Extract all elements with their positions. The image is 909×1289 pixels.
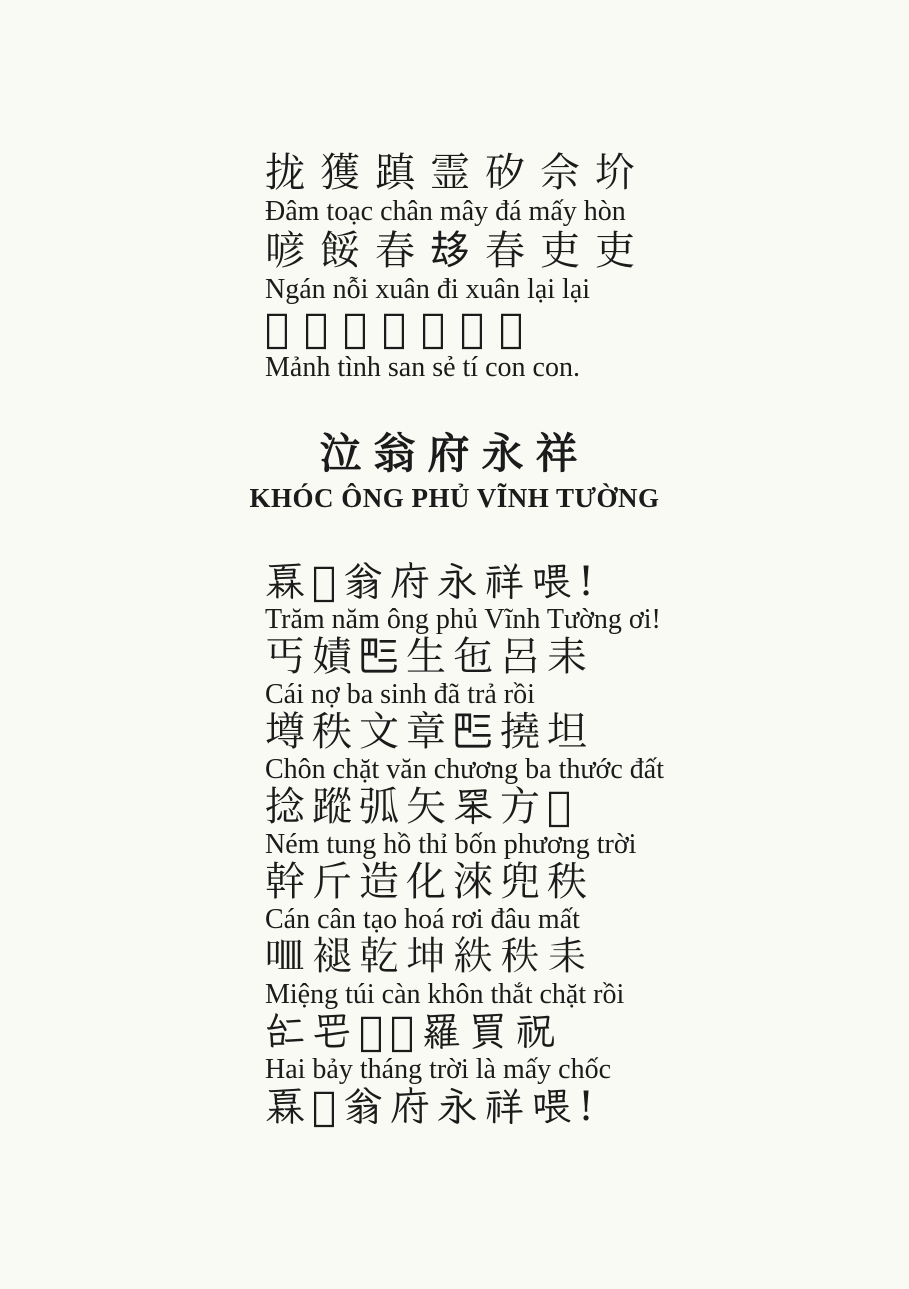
nom-line: 𤾓𢆥翁府永祥喂!	[265, 1084, 602, 1130]
viet-line: Chôn chặt văn chương ba thước đất	[265, 754, 664, 785]
couplet	[265, 633, 909, 708]
poem-title-nom: 泣翁府永祥	[319, 429, 590, 478]
couplet	[265, 1008, 909, 1083]
couplet	[265, 708, 909, 783]
viet-line: Hai bảy tháng trời là mấy chốc	[265, 1054, 612, 1085]
nom-line: 𠄩𦉱𣎃𡗶羅買祝	[265, 1009, 563, 1055]
nom-line: 𤾓𢆥翁府永祥喂!	[265, 559, 602, 605]
viet-line: Miệng túi càn khôn thắt chặt rồi	[265, 979, 625, 1010]
closing-line	[265, 1083, 909, 1158]
nom-line: 𤗖情刪扗𡮈𡥵𡥵	[265, 306, 539, 352]
viet-line: Ném tung hồ thỉ bốn phương trời	[265, 829, 637, 860]
viet-line: Cái nợ ba sinh đã trả rồi	[265, 679, 535, 710]
couplet	[265, 558, 909, 633]
poem-title-viet: KHÓC ÔNG PHỦ VĨNH TƯỜNG	[249, 483, 660, 513]
nom-line: 幹斤造化淶兜秩	[265, 859, 594, 905]
nom-line: 拢獲蹎霊矽佘圿	[265, 150, 650, 196]
viet-line: Trăm năm ông phủ Vĩnh Tường ơi!	[265, 604, 661, 635]
couplet	[265, 858, 909, 933]
nom-line: 捻蹤弧矢𦊚方𡗶	[265, 784, 579, 830]
couplet	[265, 304, 909, 382]
couplet	[265, 148, 909, 226]
couplet	[265, 783, 909, 858]
viet-line: Ngán nỗi xuân đi xuân lại lại	[265, 274, 591, 305]
couplet	[265, 226, 909, 304]
nom-line: 喭餒春𠫾春吏吏	[265, 228, 650, 274]
poem-title-block	[0, 428, 909, 516]
viet-line: Mảnh tình san sẻ tí con con.	[265, 352, 580, 383]
nom-line: 墫秩文章𠀧撓坦	[265, 709, 594, 755]
viet-line: Đâm toạc chân mây đá mấy hòn	[265, 196, 626, 227]
nom-line: 丐嫧𠀧生㐌呂耒	[265, 634, 594, 680]
viet-line: Cán cân tạo hoá rơi đâu mất	[265, 904, 580, 935]
poem-body	[265, 558, 909, 1158]
nom-line: 𠰘褪乾坤紩秩耒	[265, 934, 594, 980]
couplet	[265, 933, 909, 1008]
